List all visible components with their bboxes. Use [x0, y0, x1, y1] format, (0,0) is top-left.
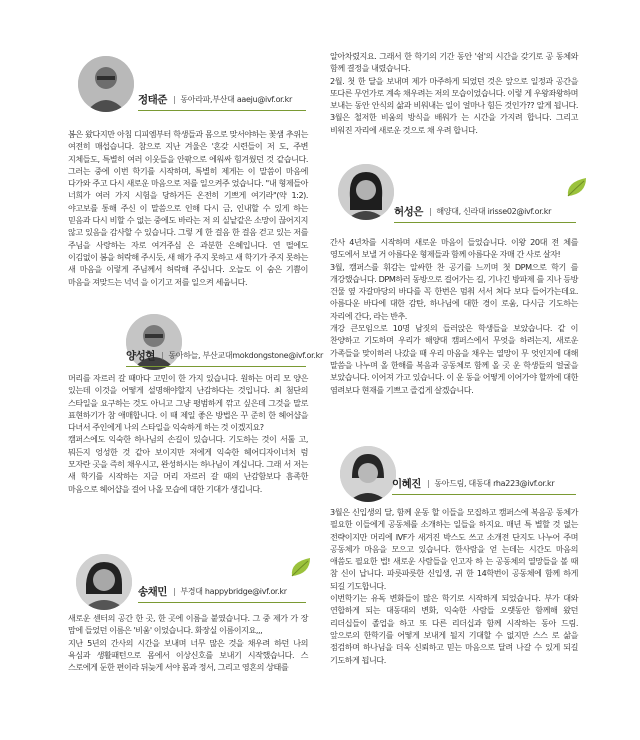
- profile-body-5: 3월은 신입생의 달, 함께 운동 할 이들을 모집하고 캠퍼스에 복음공 동체가 필요한 이들에게 공동체를 소개하는 일들을 하지요. 매년 특 별할 것 없는 전략이지만 머리에 IVF가 새겨진 박스도 쓰고 소개전 단지도 나누어 주며 공동체가 마음을 모으고 있습니다. 한사람을 얻 는데는 시간도 마음의 애씀도 필요한 법! 새로운 사람들을 인고자 하 는 공동체의 열망들을 볼 때 참 신이 납니다. 파릇파릇한 신입생, 귀 한 14학번이 공동체에 함께 하게 되길 기도합니다. 이번학기는 유독 변화들이 많은 학기로 시작하게 되었습니다. 부가 대와 연합하게 되는 대동대의 변화, 익숙한 사람들 오랫동안 함께해 왔던 리더십들이 졸업을 하고 또 다른 리더십과 함께 시작하는 동아 드림. 앞으로의 한학기를 어떻게 보내게 될지 기대할 수 없지만 스스 로 삶을 점검하며 하나님을 더욱 신뢰하고 믿는 마음으로 달려 나갈 수 있게 되길 기도하게 됩니다.: [330, 507, 578, 665]
- profile-name-bar-5: [392, 472, 554, 494]
- profile-info: 부경대 happybridge@ivf.or.kr: [180, 586, 287, 596]
- profile-info: 동아라파,부산대 aaeju@ivf.or.kr: [180, 94, 292, 104]
- profile-name: 양성현: [126, 349, 155, 362]
- profile-name: 허성은: [394, 205, 423, 218]
- separator: |: [426, 478, 430, 488]
- divider-rule: [126, 366, 306, 367]
- profile-header-5: [328, 442, 588, 514]
- profile-header-1: [66, 50, 316, 122]
- leaf-icon: [288, 556, 314, 578]
- profile-name-bar-4: [394, 200, 551, 222]
- profile-photo-1: [78, 56, 134, 112]
- profile-photo-4: [338, 164, 394, 220]
- separator: |: [172, 94, 176, 104]
- continued-body: 알아차렸지요. 그래서 한 학기의 기간 동안 '쉼'의 시간을 갖기로 공 동체와 함께 결정을 내렸습니다. 2월. 첫 한 달을 보내며 제가 마주하게 되었던 것은 앞으로 일정과 공간을 또다른 무언가로 계속 채우려는 저의 모습이었습니다. 이렇 게 우왕좌왕하며 보내는 동안 안식의 삶과 비워내는 일이 얼마나 힘든 것인가?? 알게 됩니다. 3월은 철저한 비움의 방식을 배워가 는 시간을 가지려 합니다. 그리고 비워진 자리에 새로운 것으로 채 우려 합니다.: [330, 51, 578, 135]
- profile-info: 해양대, 신라대 irisse02@ivf.or.kr: [436, 206, 552, 216]
- profile-body-1: 봄은 왔다지만 아침 디피엠부터 학생들과 몸으로 맞서야하는 꽃샘 추위는 여전히 매섭습니다. 참으로 지난 겨울은 '혼갖 시련들이 저 도, 주변 지체들도, 특별히 여러 이웃들을 안팎으로 에워싸 힘겨웠던 것 같습니다. 그러는 중에 이번 학기를 시작하며, 특별히 제게는 이 말씀이 마음에 다가와 주고 다시 새로운 마음으로 저를 일으켜주 었습니다. "내 형제들아 너희가 여러 가지 시험을 당하거든 온전히 기쁘게 여기라"(약 1:2). 야고보를 통해 주신 이 말씀으로 인해 다시 금, 인내할 수 있게 하는 믿음과 다시 비할 수 없는 중에도 바라는 저 의 실낱같은 소망이 끊어지지 않고 있음을 감사할 수 있습니다. 그렇 게 한 걸음 한 걸음 걷고 있는 저를 주님을 사랑하는 자로 여겨주심 은 과분한 은혜입니다. 연 떨에도 이김없이 봄을 허락해 주시듯, 새 해가 주지 못하고 새 학기가 주지 못하는 새 마음을 이렇게 주님께서 허락해 주십니다. 오늘도 이 숨은 기쁨이 마음을 져맞드는 넉넉 을 이기고 저를 일으켜 세웁니다.: [68, 129, 308, 287]
- profile-body-4: 간사 4년차를 시작하며 새로운 마음이 들었습니다. 이왕 20대 전 체를 영도에서 보낼 거 아름다운 형제들과 함께 아름다운 자매 간 사로 살자! 3월, 캠퍼스를 휘감는 알싸한 찬 공기를 느끼며 첫 DPM으로 학기 를 개강했습니다. DPM하러 동방으로 걸어가는 길, 기나긴 방파제 를 지나 등방 건물 옆 자갈마당의 바다를 꼭 한번은 멈춰 서서 쳐다 보다 들어가는데요. 아름다운 바다에 대한 감탄, 하나님에 대한 경이 로움, 다시금 기도하는 자리에 간다, 라는 반추. 개강 큰모임으로 10명 남짓의 들러앉은 학생들을 보았습니다. 같 이 찬양하고 기도하며 우리가 해양대 캠퍼스에서 무엇을 하려는지, 새로운 가족들을 맞이하러 나갔을 때 우리 마음을 채우는 열망이 무 엇인지에 대해 말씀을 나누며 올 한해를 복음과 공동체로 함께 올 곳 운 학생들의 얼굴을 보았습니다. 이어져 가고 있습니다. 이 운 동을 어떻게 이어가야 할까에 대한 염려보다 현재를 기쁘고 즐겁게 살겠습니다.: [330, 237, 578, 395]
- profile-name-bar-1: [138, 88, 292, 110]
- profile-info: 동아드림, 대동대 rha223@ivf.or.kr: [434, 478, 555, 488]
- profile-name: 정태준: [138, 93, 167, 106]
- profile-info: 동아하늘, 부산교대mokdongstone@ivf.or.kr: [168, 350, 323, 360]
- profile-photo-3: [76, 554, 132, 610]
- profile-body-2: 머리를 자르러 갈 때마다 고민이 한 가지 있습니다. 원하는 머리 모 양은 있는데 이것을 어떻게 설명해야할지 난감하다는 것입니다. 최 첨단의 스타일을 요구하는 것도 아니고 그냥 평범하게 깎고 싶은데 그것을 말로 표현하기가 참 애매합니다. 이 때 제일 좋은 방법은 꾸 준히 한 헤어샵을 다녀서 주인에게 나의 스타일을 익숙하게 하는 것 이겠지요? 캠퍼스에도 익숙한 하나님의 손길이 있습니다. 기도하는 것이 서툴 고, 뭐든지 엉성한 것 같아 보이지만 저에게 익숙한 헤어디자이너처 럼 모자란 곳을 즉히 채우시고, 완성하시는 하나님이 계십니다. 그래 서 저는 새 학기를 시작하는 지금 머리 자르러 갈 때의 난감함보다 흠족한 마음으로 헤어샵을 걸어 나올 모습에 대한 기대가 생깁니다.: [68, 373, 308, 494]
- profile-header-4: [328, 160, 588, 232]
- divider-rule: [138, 110, 306, 111]
- profile-name: 이혜진: [392, 477, 421, 490]
- profile-photo-5: [340, 446, 396, 502]
- separator: |: [172, 586, 176, 596]
- profile-body-3: 새로운 센터의 공간 한 곳, 한 곳에 이름을 붙였습니다. 그 중 제가 가 장 맘에 들었던 이름은 '비움' 이었습니다. 화장실 이름이지요,,, 지난 5년의 간사의 시간을 보내며 너무 많은 것을 채우려 하던 나의 욕심과 생활패턴으로 몸에서 이상신호를 보내기 시작했습니다. 스 스로에게 둔한 편이라 뒤늦게 서야 몸과 정서, 그리고 영혼의 상태를: [68, 613, 308, 673]
- divider-rule: [392, 494, 576, 495]
- divider-rule: [138, 602, 306, 603]
- separator: |: [428, 206, 432, 216]
- profile-name-bar-2: [126, 344, 323, 366]
- separator: |: [160, 350, 164, 360]
- profile-name: 송채민: [138, 585, 167, 598]
- leaf-icon: [564, 176, 590, 198]
- divider-rule: [394, 222, 576, 223]
- profile-name-bar-3: [138, 580, 287, 602]
